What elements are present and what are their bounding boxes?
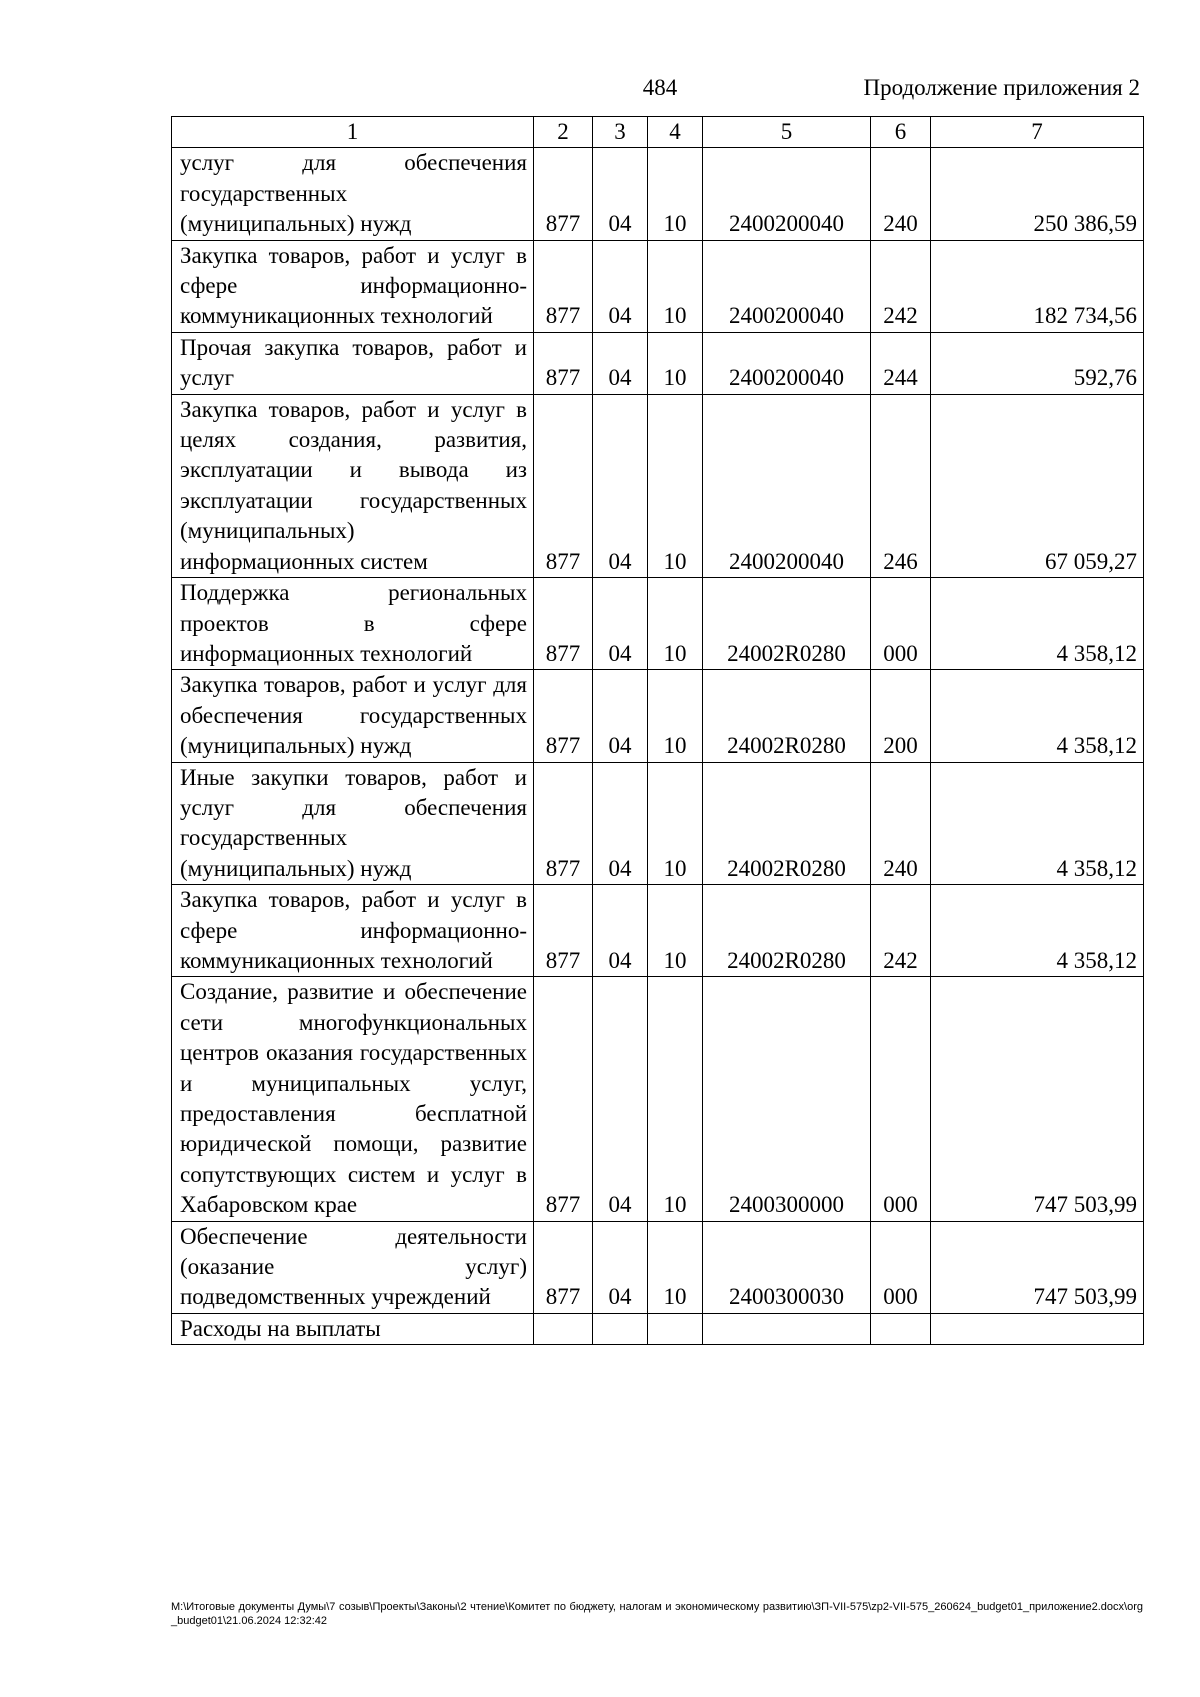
section-code: 04 [593, 332, 648, 394]
table-row [172, 578, 1144, 670]
table-row [172, 394, 1144, 577]
subsection-code: 10 [648, 977, 703, 1221]
expense-name: Обеспечение деятельности (оказание услуг) подведомственных учреждений [172, 1221, 534, 1313]
column-header: 7 [931, 117, 1144, 148]
section-code: 04 [593, 240, 648, 332]
table-row [172, 1313, 1144, 1344]
table-row [172, 977, 1144, 1221]
section-code: 04 [593, 394, 648, 577]
section-code: 04 [593, 148, 648, 240]
target-article-code: 24002R0280 [703, 885, 871, 977]
table-row [172, 332, 1144, 394]
subsection-code: 10 [648, 670, 703, 762]
expense-name: Закупка товаров, работ и услуг в целях создания, развития, эксплуатации и вывода из эксплуатации государственных (муниципальных) информационных систем [172, 394, 534, 577]
expense-name: Поддержка региональных проектов в сфере информационных технологий [172, 578, 534, 670]
expense-type-code: 244 [871, 332, 931, 394]
column-header: 2 [534, 117, 593, 148]
page-number: 484 [642, 75, 678, 100]
column-header: 3 [593, 117, 648, 148]
expense-type-code: 246 [871, 394, 931, 577]
target-article-code: 24002R0280 [703, 762, 871, 885]
amount: 4 358,12 [931, 762, 1144, 885]
subsection-code: 10 [648, 885, 703, 977]
section-code: 04 [593, 578, 648, 670]
expense-name: Закупка товаров, работ и услуг для обеспечения государственных (муниципальных) нужд [172, 670, 534, 762]
target-article-code: 2400200040 [703, 240, 871, 332]
ministry-code: 877 [534, 578, 593, 670]
target-article-code: 2400300000 [703, 977, 871, 1221]
table-row [172, 670, 1144, 762]
expense-name: Расходы на выплаты [172, 1313, 534, 1344]
table-header-row [172, 117, 1144, 148]
expense-type-code: 242 [871, 885, 931, 977]
ministry-code: 877 [534, 762, 593, 885]
document-file-path: M:\Итоговые документы Думы\7 созыв\Проекты\Законы\2 чтение\Комитет по бюджету, налогам и экономическому развитию\ЗП-VII-575\zp2-VII-575_260624_budget01_приложение2.docx\org_budget01\21.06.2024 12:32:42 [171, 1601, 1143, 1627]
column-header: 4 [648, 117, 703, 148]
subsection-code: 10 [648, 394, 703, 577]
section-code: 04 [593, 885, 648, 977]
section-code: 04 [593, 670, 648, 762]
target-article-code: 24002R0280 [703, 670, 871, 762]
expense-type-code: 200 [871, 670, 931, 762]
expense-name: Закупка товаров, работ и услуг в сфере информационно-коммуникационных технологий [172, 885, 534, 977]
column-header: 5 [703, 117, 871, 148]
ministry-code: 877 [534, 240, 593, 332]
budget-table [171, 116, 1144, 1345]
subsection-code: 10 [648, 332, 703, 394]
target-article-code: 24002R0280 [703, 578, 871, 670]
expense-type-code: 240 [871, 762, 931, 885]
amount: 182 734,56 [931, 240, 1144, 332]
amount: 4 358,12 [931, 578, 1144, 670]
amount: 250 386,59 [931, 148, 1144, 240]
ministry-code: 877 [534, 148, 593, 240]
expense-type-code [871, 1313, 931, 1344]
expense-name: Прочая закупка товаров, работ и услуг [172, 332, 534, 394]
amount: 4 358,12 [931, 885, 1144, 977]
target-article-code: 2400200040 [703, 148, 871, 240]
table-row [172, 148, 1144, 240]
subsection-code: 10 [648, 240, 703, 332]
subsection-code: 10 [648, 1221, 703, 1313]
expense-type-code: 242 [871, 240, 931, 332]
subsection-code: 10 [648, 762, 703, 885]
appendix-continuation-label: Продолжение приложения 2 [863, 75, 1140, 100]
section-code: 04 [593, 1221, 648, 1313]
expense-name: Закупка товаров, работ и услуг в сфере информационно-коммуникационных технологий [172, 240, 534, 332]
ministry-code: 877 [534, 394, 593, 577]
section-code: 04 [593, 977, 648, 1221]
amount: 4 358,12 [931, 670, 1144, 762]
amount: 67 059,27 [931, 394, 1144, 577]
section-code [593, 1313, 648, 1344]
subsection-code: 10 [648, 148, 703, 240]
expense-name: Создание, развитие и обеспечение сети многофункциональных центров оказания государственных и муниципальных услуг, предоставления бесплатной юридической помощи, развитие сопутствующих систем и услуг в Хабаровском крае [172, 977, 534, 1221]
table-row [172, 885, 1144, 977]
ministry-code: 877 [534, 885, 593, 977]
column-header: 1 [172, 117, 534, 148]
expense-name: услуг для обеспечения государственных (муниципальных) нужд [172, 148, 534, 240]
expense-type-code: 000 [871, 1221, 931, 1313]
target-article-code [703, 1313, 871, 1344]
expense-type-code: 000 [871, 578, 931, 670]
expense-type-code: 240 [871, 148, 931, 240]
amount [931, 1313, 1144, 1344]
section-code: 04 [593, 762, 648, 885]
target-article-code: 2400200040 [703, 332, 871, 394]
ministry-code: 877 [534, 977, 593, 1221]
subsection-code: 10 [648, 578, 703, 670]
ministry-code [534, 1313, 593, 1344]
expense-type-code: 000 [871, 977, 931, 1221]
amount: 592,76 [931, 332, 1144, 394]
target-article-code: 2400200040 [703, 394, 871, 577]
table-row [172, 240, 1144, 332]
table-row [172, 1221, 1144, 1313]
column-header: 6 [871, 117, 931, 148]
amount: 747 503,99 [931, 1221, 1144, 1313]
table-row [172, 762, 1144, 885]
ministry-code: 877 [534, 332, 593, 394]
ministry-code: 877 [534, 670, 593, 762]
expense-name: Иные закупки товаров, работ и услуг для обеспечения государственных (муниципальных) нужд [172, 762, 534, 885]
target-article-code: 2400300030 [703, 1221, 871, 1313]
ministry-code: 877 [534, 1221, 593, 1313]
amount: 747 503,99 [931, 977, 1144, 1221]
subsection-code [648, 1313, 703, 1344]
